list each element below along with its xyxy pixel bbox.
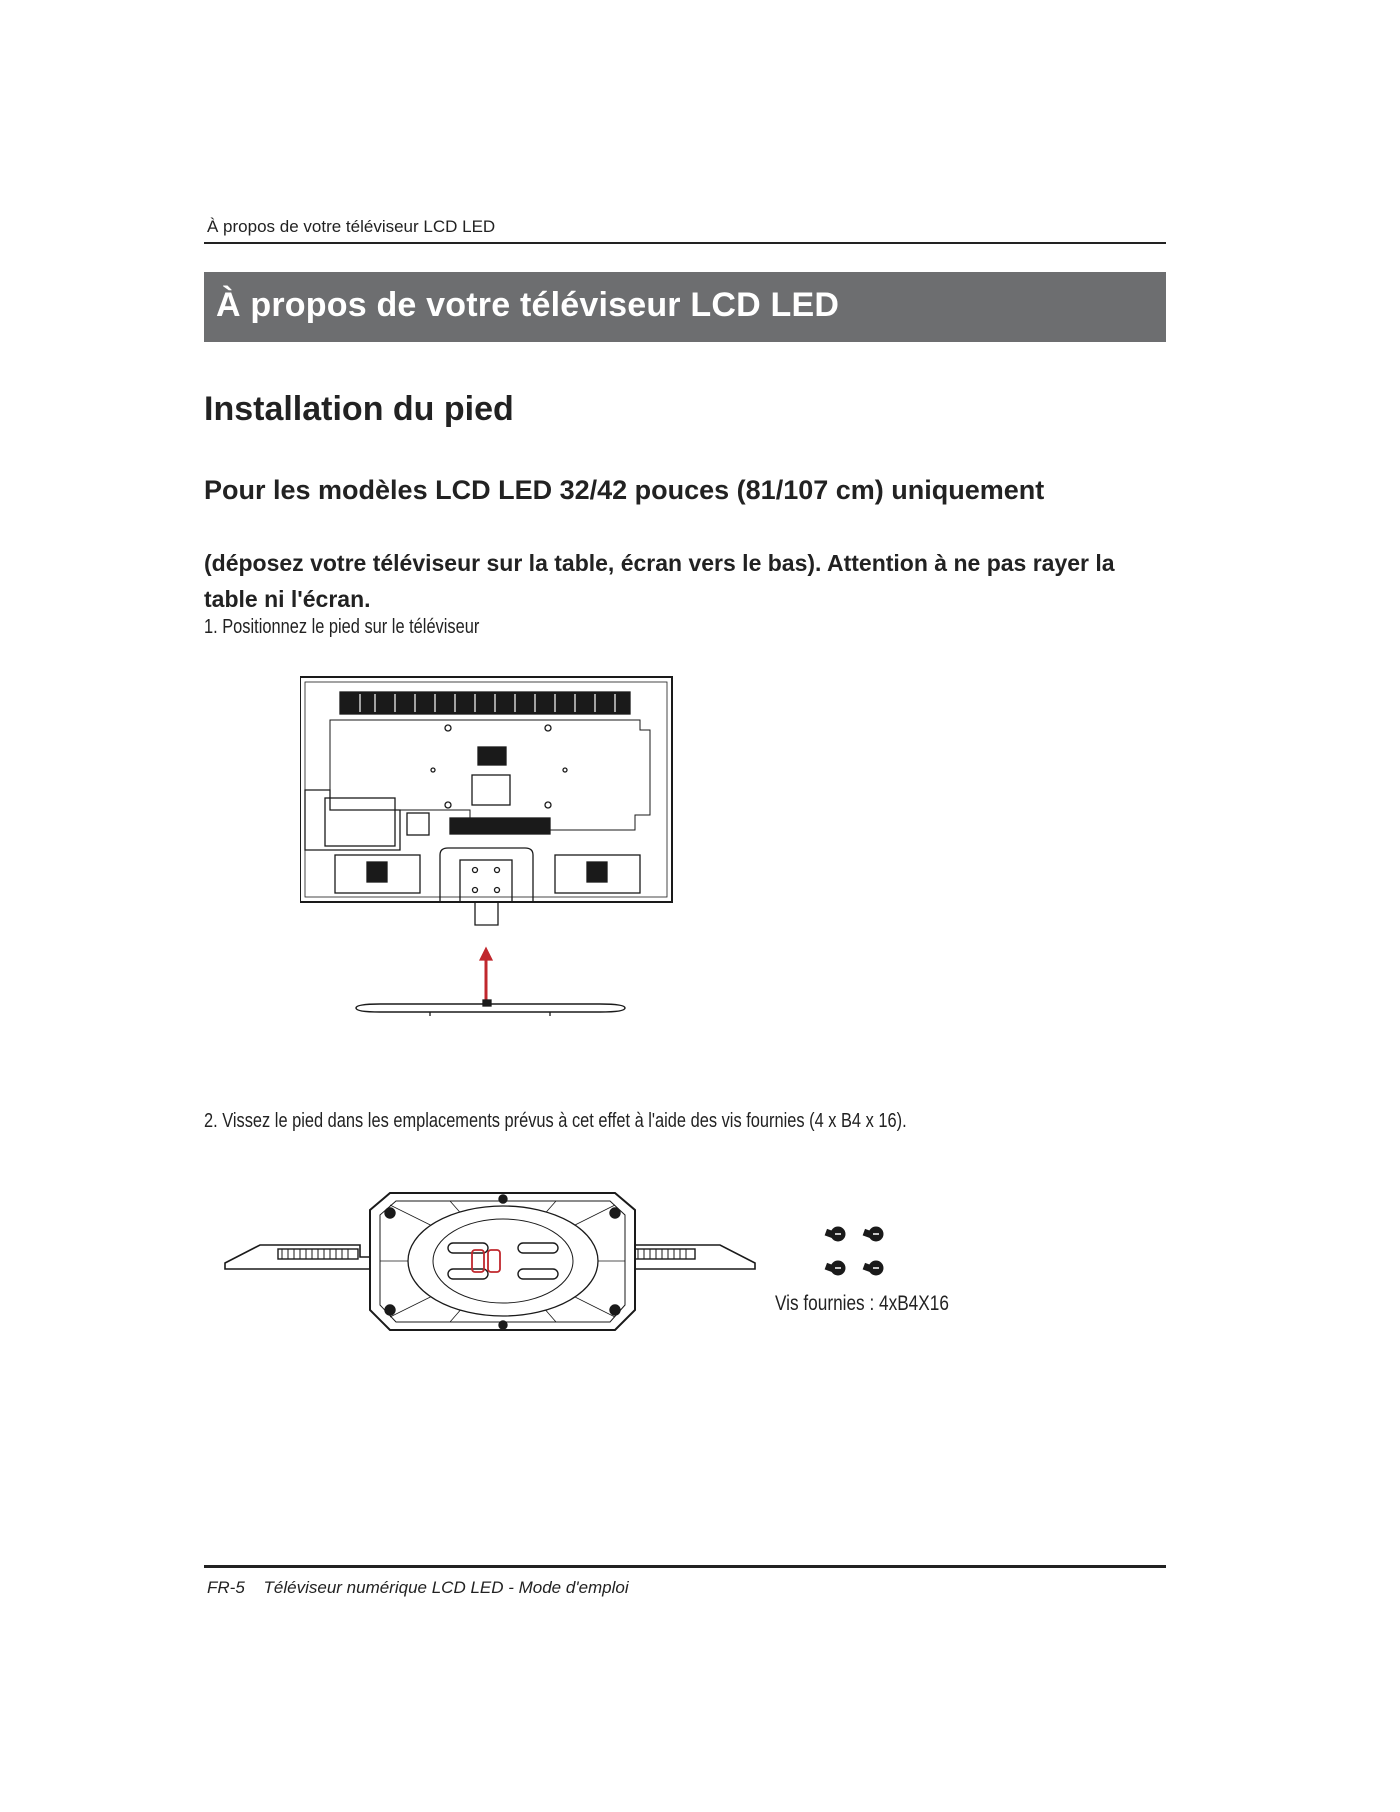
stand-mount-illustration <box>220 1185 780 1340</box>
warning-text: (déposez votre téléviseur sur la table, écran vers le bas). Attention à ne pas rayer la table ni l'écran. <box>204 550 1115 612</box>
screws-illustration <box>820 1220 900 1284</box>
subsection-title: Pour les modèles LCD LED 32/42 pouces (81/107 cm) uniquement <box>204 475 1045 505</box>
footer-rule <box>204 1565 1166 1568</box>
header-rule <box>204 242 1166 244</box>
running-header: À propos de votre téléviseur LCD LED <box>207 217 496 236</box>
step-2-text: 2. Vissez le pied dans les emplacements prévus à cet effet à l'aide des vis fournies (4 x B4 x 16). <box>204 1110 907 1132</box>
screws-caption: Vis fournies : 4xB4X16 <box>775 1292 949 1315</box>
tv-rear-illustration <box>300 670 690 1020</box>
page-footer <box>207 1578 629 1598</box>
step-1-text: 1. Positionnez le pied sur le téléviseur <box>204 616 480 638</box>
manual-title: Téléviseur numérique LCD LED - Mode d'emploi <box>263 1578 629 1597</box>
page-number: FR-5 <box>207 1578 245 1597</box>
title-banner <box>204 272 1166 342</box>
banner-title: À propos de votre téléviseur LCD LED <box>216 286 840 324</box>
section-title: Installation du pied <box>204 390 514 428</box>
